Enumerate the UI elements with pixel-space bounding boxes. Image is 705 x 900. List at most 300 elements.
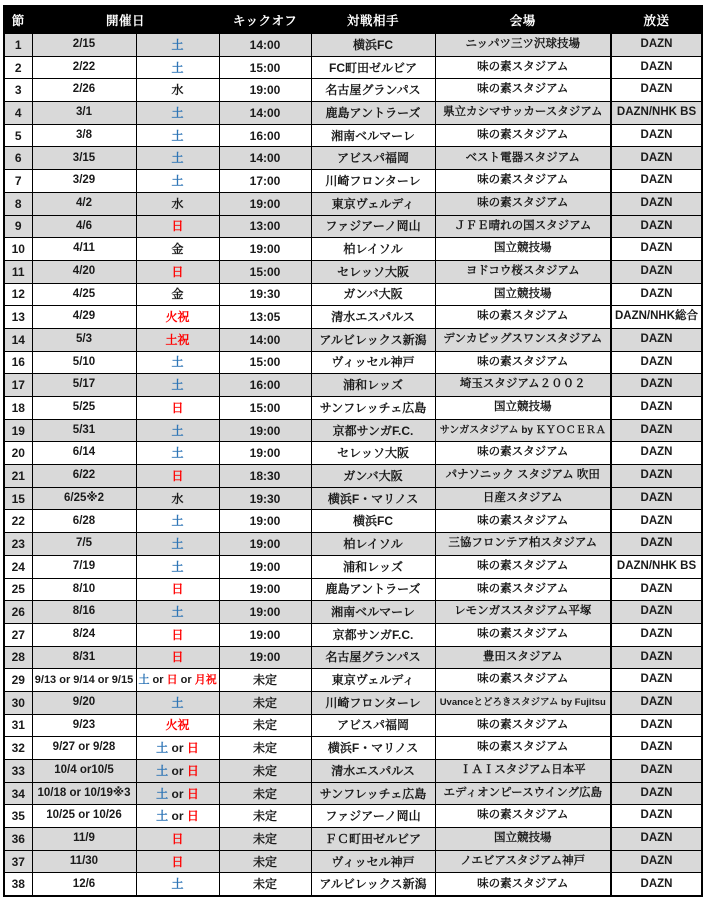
venue-cell: 国立競技場 bbox=[435, 238, 611, 261]
day-segment: 土 bbox=[171, 105, 184, 120]
venue-cell: 味の素スタジアム bbox=[435, 510, 611, 533]
day-segment: 日 bbox=[171, 264, 184, 279]
day-cell bbox=[136, 397, 219, 420]
day-segment: 日 bbox=[166, 673, 178, 686]
broadcast-cell: DAZN bbox=[611, 646, 702, 669]
round-cell: 25 bbox=[4, 578, 32, 601]
opponent-cell: 京都サンガF.C. bbox=[311, 623, 435, 646]
kickoff-cell: 19:00 bbox=[219, 533, 311, 556]
table-row bbox=[4, 805, 702, 828]
table-row bbox=[4, 601, 702, 624]
kickoff-cell: 未定 bbox=[219, 760, 311, 783]
round-cell: 23 bbox=[4, 533, 32, 556]
broadcast-cell: DAZN bbox=[611, 192, 702, 215]
opponent-cell: セレッソ大阪 bbox=[311, 442, 435, 465]
broadcast-cell: DAZN bbox=[611, 34, 702, 57]
day-segment: 日 bbox=[186, 763, 199, 778]
broadcast-cell: DAZN bbox=[611, 487, 702, 510]
table-row bbox=[4, 714, 702, 737]
day-cell bbox=[136, 714, 219, 737]
kickoff-cell: 19:00 bbox=[219, 442, 311, 465]
day-cell bbox=[136, 79, 219, 102]
table-header bbox=[4, 6, 702, 34]
date-cell: 8/16 bbox=[32, 601, 136, 624]
round-cell: 21 bbox=[4, 465, 32, 488]
table-row bbox=[4, 79, 702, 102]
venue-cell: 味の素スタジアム bbox=[435, 192, 611, 215]
table-row bbox=[4, 873, 702, 896]
round-cell: 11 bbox=[4, 260, 32, 283]
venue-cell: 味の素スタジアム bbox=[435, 669, 611, 692]
day-segment: 日 bbox=[171, 219, 184, 234]
date-cell: 6/14 bbox=[32, 442, 136, 465]
venue-cell: レモンガススタジアム平塚 bbox=[435, 601, 611, 624]
broadcast-cell: DAZN bbox=[611, 260, 702, 283]
opponent-cell: 東京ヴェルディ bbox=[311, 192, 435, 215]
day-cell bbox=[136, 805, 219, 828]
day-segment: 土 bbox=[171, 514, 184, 529]
table-row bbox=[4, 56, 702, 79]
opponent-cell: アビスパ福岡 bbox=[311, 714, 435, 737]
day-segment: 土 bbox=[156, 741, 169, 756]
opponent-cell: 清水エスパルス bbox=[311, 306, 435, 329]
date-cell: 2/26 bbox=[32, 79, 136, 102]
day-cell bbox=[136, 737, 219, 760]
kickoff-cell: 19:00 bbox=[219, 238, 311, 261]
kickoff-cell: 19:30 bbox=[219, 487, 311, 510]
venue-cell: ノエビアスタジアム神戸 bbox=[435, 850, 611, 873]
round-cell: 20 bbox=[4, 442, 32, 465]
round-cell: 19 bbox=[4, 419, 32, 442]
round-cell: 37 bbox=[4, 850, 32, 873]
round-cell: 4 bbox=[4, 102, 32, 125]
table-row bbox=[4, 533, 702, 556]
table-row bbox=[4, 646, 702, 669]
kickoff-cell: 未定 bbox=[219, 714, 311, 737]
opponent-cell: 浦和レッズ bbox=[311, 374, 435, 397]
broadcast-cell: DAZN bbox=[611, 760, 702, 783]
venue-cell: 味の素スタジアム bbox=[435, 442, 611, 465]
kickoff-cell: 13:00 bbox=[219, 215, 311, 238]
kickoff-cell: 未定 bbox=[219, 691, 311, 714]
date-cell: 8/31 bbox=[32, 646, 136, 669]
broadcast-cell: DAZN bbox=[611, 147, 702, 170]
round-cell: 15 bbox=[4, 487, 32, 510]
day-cell bbox=[136, 238, 219, 261]
kickoff-cell: 14:00 bbox=[219, 34, 311, 57]
date-cell: 6/22 bbox=[32, 465, 136, 488]
opponent-cell: 柏レイソル bbox=[311, 533, 435, 556]
opponent-cell: ヴィッセル神戸 bbox=[311, 850, 435, 873]
opponent-cell: ＦＣ町田ゼルビア bbox=[311, 828, 435, 851]
day-cell bbox=[136, 124, 219, 147]
date-cell: 9/13 or 9/14 or 9/15 bbox=[32, 669, 136, 692]
round-cell: 6 bbox=[4, 147, 32, 170]
table-row bbox=[4, 306, 702, 329]
table-row bbox=[4, 578, 702, 601]
day-segment: 土 bbox=[171, 128, 184, 143]
day-cell bbox=[136, 782, 219, 805]
opponent-cell: ヴィッセル神戸 bbox=[311, 351, 435, 374]
day-cell bbox=[136, 306, 219, 329]
broadcast-cell: DAZN/NHK BS bbox=[611, 102, 702, 125]
venue-cell: ＪＦＥ晴れの国スタジアム bbox=[435, 215, 611, 238]
day-segment: 土 bbox=[171, 536, 184, 551]
kickoff-cell: 18:30 bbox=[219, 465, 311, 488]
round-cell: 31 bbox=[4, 714, 32, 737]
date-cell: 10/4 or10/5 bbox=[32, 760, 136, 783]
table-row bbox=[4, 828, 702, 851]
kickoff-cell: 16:00 bbox=[219, 124, 311, 147]
table-row bbox=[4, 374, 702, 397]
day-cell bbox=[136, 487, 219, 510]
kickoff-cell: 16:00 bbox=[219, 374, 311, 397]
day-cell bbox=[136, 555, 219, 578]
opponent-cell: アビスパ福岡 bbox=[311, 147, 435, 170]
round-cell: 5 bbox=[4, 124, 32, 147]
day-segment: or bbox=[168, 809, 187, 824]
opponent-cell: 鹿島アントラーズ bbox=[311, 578, 435, 601]
day-cell bbox=[136, 578, 219, 601]
kickoff-cell: 19:00 bbox=[219, 646, 311, 669]
round-cell: 33 bbox=[4, 760, 32, 783]
venue-cell: 味の素スタジアム bbox=[435, 578, 611, 601]
day-cell bbox=[136, 510, 219, 533]
day-segment: 日 bbox=[171, 400, 184, 415]
kickoff-cell: 未定 bbox=[219, 669, 311, 692]
kickoff-cell: 14:00 bbox=[219, 102, 311, 125]
opponent-cell: 湘南ベルマーレ bbox=[311, 601, 435, 624]
day-segment: 日 bbox=[171, 854, 184, 869]
day-segment: 日 bbox=[171, 468, 184, 483]
opponent-cell: ファジアーノ岡山 bbox=[311, 215, 435, 238]
opponent-cell: 川崎フロンターレ bbox=[311, 691, 435, 714]
day-cell bbox=[136, 873, 219, 896]
table-row bbox=[4, 465, 702, 488]
date-cell: 9/23 bbox=[32, 714, 136, 737]
day-segment: 日 bbox=[171, 582, 184, 597]
venue-cell: エディオンピースウイング広島 bbox=[435, 782, 611, 805]
venue-cell: 味の素スタジアム bbox=[435, 873, 611, 896]
broadcast-cell: DAZN bbox=[611, 737, 702, 760]
kickoff-cell: 15:00 bbox=[219, 397, 311, 420]
date-cell: 4/11 bbox=[32, 238, 136, 261]
date-cell: 11/9 bbox=[32, 828, 136, 851]
kickoff-cell: 15:00 bbox=[219, 260, 311, 283]
round-cell: 26 bbox=[4, 601, 32, 624]
venue-cell: 味の素スタジアム bbox=[435, 805, 611, 828]
opponent-cell: 横浜FC bbox=[311, 510, 435, 533]
day-segment: 土 bbox=[156, 763, 169, 778]
opponent-cell: 浦和レッズ bbox=[311, 555, 435, 578]
col-header-broadcast: 放送 bbox=[611, 6, 702, 34]
table-row bbox=[4, 669, 702, 692]
table-row bbox=[4, 442, 702, 465]
kickoff-cell: 未定 bbox=[219, 873, 311, 896]
venue-cell: ニッパツ三ツ沢球技場 bbox=[435, 34, 611, 57]
day-cell bbox=[136, 850, 219, 873]
venue-cell: 三協フロンテア柏スタジアム bbox=[435, 533, 611, 556]
date-cell: 5/3 bbox=[32, 328, 136, 351]
table-row bbox=[4, 283, 702, 306]
kickoff-cell: 19:00 bbox=[219, 510, 311, 533]
kickoff-cell: 19:00 bbox=[219, 79, 311, 102]
venue-cell: ＩＡＩスタジアム日本平 bbox=[435, 760, 611, 783]
date-cell: 5/25 bbox=[32, 397, 136, 420]
venue-cell: 国立競技場 bbox=[435, 283, 611, 306]
broadcast-cell: DAZN bbox=[611, 283, 702, 306]
date-cell: 8/24 bbox=[32, 623, 136, 646]
date-cell: 5/10 bbox=[32, 351, 136, 374]
kickoff-cell: 19:00 bbox=[219, 555, 311, 578]
table-row bbox=[4, 170, 702, 193]
kickoff-cell: 15:00 bbox=[219, 351, 311, 374]
venue-cell: 味の素スタジアム bbox=[435, 555, 611, 578]
broadcast-cell: DAZN bbox=[611, 238, 702, 261]
broadcast-cell: DAZN bbox=[611, 850, 702, 873]
date-cell: 10/25 or 10/26 bbox=[32, 805, 136, 828]
table-row bbox=[4, 850, 702, 873]
day-cell bbox=[136, 34, 219, 57]
table-row bbox=[4, 351, 702, 374]
kickoff-cell: 14:00 bbox=[219, 147, 311, 170]
round-cell: 10 bbox=[4, 238, 32, 261]
date-cell: 9/20 bbox=[32, 691, 136, 714]
date-cell: 12/6 bbox=[32, 873, 136, 896]
broadcast-cell: DAZN bbox=[611, 691, 702, 714]
date-cell: 3/8 bbox=[32, 124, 136, 147]
day-segment: 土 bbox=[171, 446, 184, 461]
venue-cell: デンカビッグスワンスタジアム bbox=[435, 328, 611, 351]
kickoff-cell: 19:00 bbox=[219, 623, 311, 646]
table-row bbox=[4, 238, 702, 261]
table-row bbox=[4, 260, 702, 283]
venue-cell: 国立競技場 bbox=[435, 828, 611, 851]
day-segment: 金 bbox=[171, 242, 184, 257]
broadcast-cell: DAZN bbox=[611, 124, 702, 147]
day-segment: 日 bbox=[171, 650, 184, 665]
date-cell: 7/19 bbox=[32, 555, 136, 578]
venue-cell: 埼玉スタジアム２００２ bbox=[435, 374, 611, 397]
day-segment: 日 bbox=[171, 831, 184, 846]
day-cell bbox=[136, 533, 219, 556]
broadcast-cell: DAZN bbox=[611, 397, 702, 420]
round-cell: 7 bbox=[4, 170, 32, 193]
day-cell bbox=[136, 601, 219, 624]
day-cell bbox=[136, 192, 219, 215]
day-cell bbox=[136, 828, 219, 851]
date-cell: 7/5 bbox=[32, 533, 136, 556]
round-cell: 35 bbox=[4, 805, 32, 828]
broadcast-cell: DAZN bbox=[611, 533, 702, 556]
date-cell: 3/1 bbox=[32, 102, 136, 125]
day-segment: 日 bbox=[171, 627, 184, 642]
day-segment: or bbox=[149, 673, 167, 686]
venue-cell: 日産スタジアム bbox=[435, 487, 611, 510]
broadcast-cell: DAZN bbox=[611, 601, 702, 624]
day-segment: 火祝 bbox=[165, 310, 190, 325]
kickoff-cell: 19:30 bbox=[219, 283, 311, 306]
venue-cell: パナソニック スタジアム 吹田 bbox=[435, 465, 611, 488]
broadcast-cell: DAZN bbox=[611, 669, 702, 692]
date-cell: 4/6 bbox=[32, 215, 136, 238]
table-row bbox=[4, 737, 702, 760]
venue-cell: 味の素スタジアム bbox=[435, 306, 611, 329]
opponent-cell: ガンバ大阪 bbox=[311, 465, 435, 488]
day-segment: 土 bbox=[171, 695, 184, 710]
kickoff-cell: 未定 bbox=[219, 782, 311, 805]
round-cell: 36 bbox=[4, 828, 32, 851]
day-cell bbox=[136, 328, 219, 351]
day-segment: or bbox=[177, 673, 195, 686]
opponent-cell: サンフレッチェ広島 bbox=[311, 782, 435, 805]
table-row bbox=[4, 328, 702, 351]
col-header-date: 開催日 bbox=[32, 6, 219, 34]
date-cell: 11/30 bbox=[32, 850, 136, 873]
kickoff-cell: 19:00 bbox=[219, 419, 311, 442]
day-segment: 金 bbox=[171, 287, 184, 302]
round-cell: 24 bbox=[4, 555, 32, 578]
day-segment: 土 bbox=[156, 809, 169, 824]
day-segment: 水 bbox=[171, 83, 184, 98]
round-cell: 18 bbox=[4, 397, 32, 420]
date-cell: 4/20 bbox=[32, 260, 136, 283]
day-segment: 日 bbox=[186, 786, 199, 801]
day-segment: 月祝 bbox=[194, 673, 217, 686]
broadcast-cell: DAZN bbox=[611, 578, 702, 601]
table-row bbox=[4, 397, 702, 420]
broadcast-cell: DAZN bbox=[611, 374, 702, 397]
broadcast-cell: DAZN bbox=[611, 782, 702, 805]
table-row bbox=[4, 555, 702, 578]
date-cell: 8/10 bbox=[32, 578, 136, 601]
venue-cell: 味の素スタジアム bbox=[435, 124, 611, 147]
day-cell bbox=[136, 351, 219, 374]
day-segment: 土 bbox=[138, 673, 150, 686]
opponent-cell: ガンバ大阪 bbox=[311, 283, 435, 306]
round-cell: 8 bbox=[4, 192, 32, 215]
broadcast-cell: DAZN bbox=[611, 79, 702, 102]
day-cell bbox=[136, 760, 219, 783]
date-cell: 3/15 bbox=[32, 147, 136, 170]
kickoff-cell: 14:00 bbox=[219, 328, 311, 351]
day-segment: 土 bbox=[171, 173, 184, 188]
day-cell bbox=[136, 623, 219, 646]
day-cell bbox=[136, 283, 219, 306]
day-segment: 土 bbox=[171, 37, 184, 52]
kickoff-cell: 17:00 bbox=[219, 170, 311, 193]
round-cell: 28 bbox=[4, 646, 32, 669]
table-row bbox=[4, 782, 702, 805]
day-segment: 土 bbox=[171, 151, 184, 166]
day-segment: 土 bbox=[171, 355, 184, 370]
round-cell: 30 bbox=[4, 691, 32, 714]
day-segment: 土 bbox=[171, 605, 184, 620]
date-cell: 2/22 bbox=[32, 56, 136, 79]
round-cell: 3 bbox=[4, 79, 32, 102]
opponent-cell: 横浜FC bbox=[311, 34, 435, 57]
day-cell bbox=[136, 374, 219, 397]
venue-cell: 県立カシマサッカースタジアム bbox=[435, 102, 611, 125]
day-segment: 土 bbox=[171, 559, 184, 574]
round-cell: 32 bbox=[4, 737, 32, 760]
day-cell bbox=[136, 442, 219, 465]
date-cell: 6/28 bbox=[32, 510, 136, 533]
round-cell: 13 bbox=[4, 306, 32, 329]
venue-cell: 味の素スタジアム bbox=[435, 714, 611, 737]
table-row bbox=[4, 487, 702, 510]
day-cell bbox=[136, 170, 219, 193]
day-segment: 水 bbox=[171, 491, 184, 506]
day-segment: or bbox=[168, 741, 187, 756]
day-cell bbox=[136, 260, 219, 283]
table-body bbox=[4, 34, 702, 897]
day-cell bbox=[136, 691, 219, 714]
header-row bbox=[4, 6, 702, 34]
opponent-cell: サンフレッチェ広島 bbox=[311, 397, 435, 420]
venue-cell: 味の素スタジアム bbox=[435, 56, 611, 79]
col-header-round: 節 bbox=[4, 6, 32, 34]
table-row bbox=[4, 623, 702, 646]
round-cell: 34 bbox=[4, 782, 32, 805]
broadcast-cell: DAZN bbox=[611, 510, 702, 533]
venue-cell: サンガスタジアム by ＫＹＯＣＥＲＡ bbox=[435, 419, 611, 442]
opponent-cell: 名古屋グランパス bbox=[311, 79, 435, 102]
round-cell: 1 bbox=[4, 34, 32, 57]
opponent-cell: セレッソ大阪 bbox=[311, 260, 435, 283]
date-cell: 4/25 bbox=[32, 283, 136, 306]
broadcast-cell: DAZN bbox=[611, 419, 702, 442]
table-row bbox=[4, 147, 702, 170]
broadcast-cell: DAZN bbox=[611, 170, 702, 193]
broadcast-cell: DAZN bbox=[611, 873, 702, 896]
round-cell: 38 bbox=[4, 873, 32, 896]
table-row bbox=[4, 419, 702, 442]
day-cell bbox=[136, 56, 219, 79]
opponent-cell: 横浜F・マリノス bbox=[311, 737, 435, 760]
day-cell bbox=[136, 646, 219, 669]
table-row bbox=[4, 124, 702, 147]
broadcast-cell: DAZN bbox=[611, 828, 702, 851]
opponent-cell: 川崎フロンターレ bbox=[311, 170, 435, 193]
col-header-kickoff: キックオフ bbox=[219, 6, 311, 34]
opponent-cell: 清水エスパルス bbox=[311, 760, 435, 783]
date-cell: 5/31 bbox=[32, 419, 136, 442]
kickoff-cell: 未定 bbox=[219, 850, 311, 873]
date-cell: 3/29 bbox=[32, 170, 136, 193]
date-cell: 6/25※2 bbox=[32, 487, 136, 510]
opponent-cell: 柏レイソル bbox=[311, 238, 435, 261]
venue-cell: 味の素スタジアム bbox=[435, 170, 611, 193]
day-cell bbox=[136, 147, 219, 170]
broadcast-cell: DAZN bbox=[611, 714, 702, 737]
venue-cell: 味の素スタジアム bbox=[435, 737, 611, 760]
kickoff-cell: 未定 bbox=[219, 805, 311, 828]
broadcast-cell: DAZN bbox=[611, 465, 702, 488]
venue-cell: 豊田スタジアム bbox=[435, 646, 611, 669]
kickoff-cell: 19:00 bbox=[219, 601, 311, 624]
kickoff-cell: 未定 bbox=[219, 737, 311, 760]
broadcast-cell: DAZN bbox=[611, 215, 702, 238]
opponent-cell: アルビレックス新潟 bbox=[311, 873, 435, 896]
kickoff-cell: 15:00 bbox=[219, 56, 311, 79]
table-row bbox=[4, 102, 702, 125]
day-segment: 土祝 bbox=[165, 332, 190, 347]
round-cell: 22 bbox=[4, 510, 32, 533]
broadcast-cell: DAZN bbox=[611, 805, 702, 828]
round-cell: 29 bbox=[4, 669, 32, 692]
kickoff-cell: 19:00 bbox=[219, 192, 311, 215]
